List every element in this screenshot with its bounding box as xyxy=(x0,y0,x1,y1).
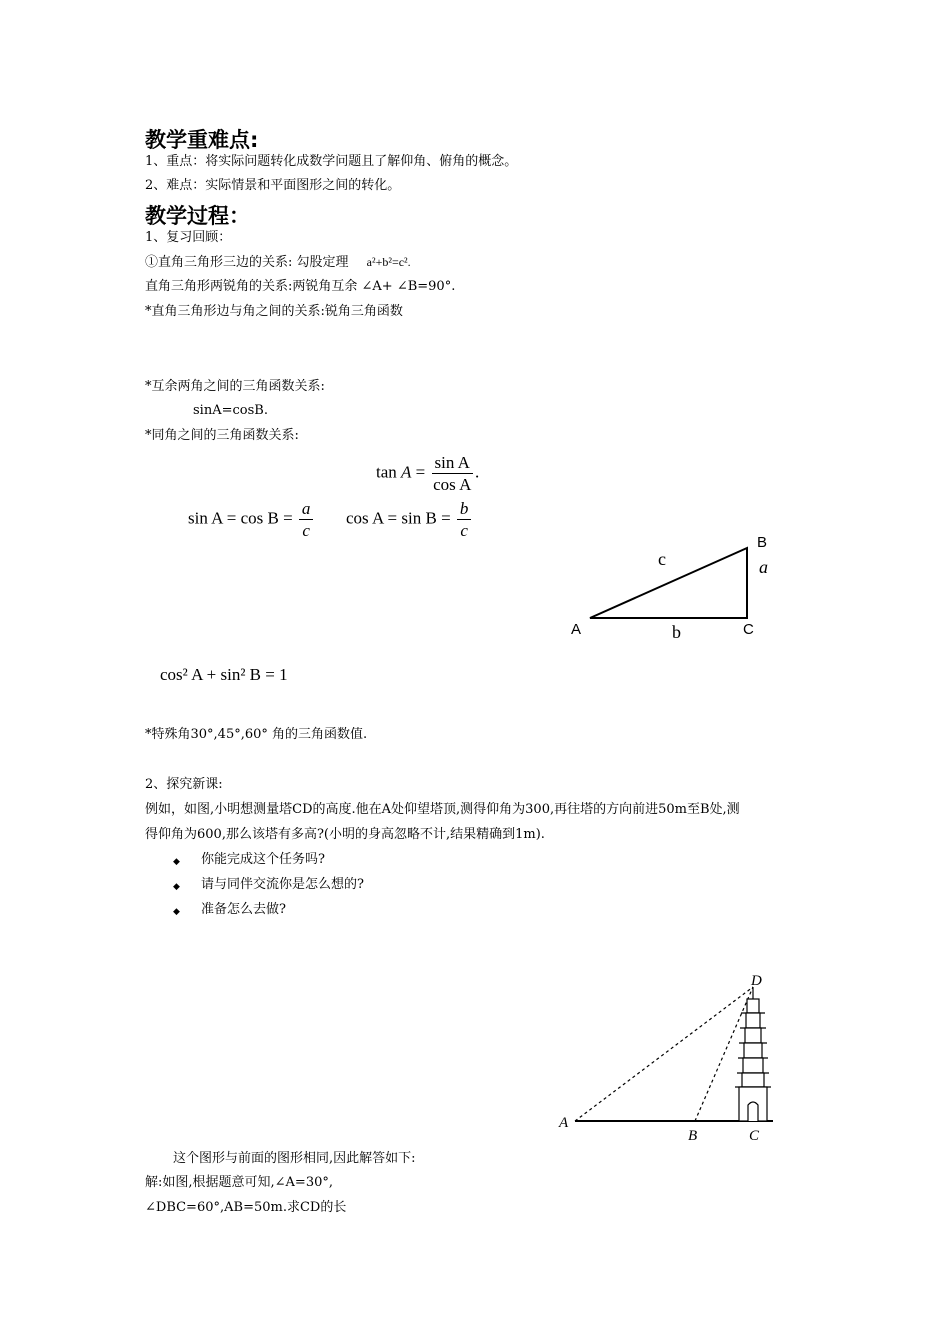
tower-label-c: C xyxy=(749,1128,760,1144)
triangle-label-a-vertex: A xyxy=(571,621,582,638)
fraction-c2: c xyxy=(460,521,468,540)
difficulty-item-2: 2、难点：实际情景和平面图形之间的转化。 xyxy=(145,178,401,193)
triangle-shape xyxy=(590,548,747,618)
bullet-item: ◆ 准备怎么去做? xyxy=(173,902,286,918)
tan-formula: tan A = $\frac{\text{sin A}}{\text{cos A}}$ . xyxy=(376,453,480,494)
complementary-line: *互余两角之间的三角函数关系: xyxy=(145,379,325,394)
pythagorean-identity: cos² A + sin² B = 1 xyxy=(160,665,288,684)
pagoda-icon xyxy=(735,987,771,1121)
tower-label-a: A xyxy=(559,1115,569,1131)
special-angles-line: *特殊角30°,45°,60° 角的三角函数值. xyxy=(145,727,368,742)
difficulty-heading: 教学重难点: xyxy=(145,128,259,152)
cos-sin-formula xyxy=(346,498,473,541)
bullet-item: ◆ 你能完成这个任务吗? xyxy=(173,852,325,868)
triangle-label-b-vertex: B xyxy=(757,534,768,551)
bullet-item: ◆ 请与同伴交流你是怎么想的? xyxy=(173,877,364,893)
a-over-c xyxy=(299,498,314,541)
difficulty-item-1: 1、重点：将实际问题转化成数学问题且了解仰角、俯角的概念。 xyxy=(145,154,518,169)
b-over-c xyxy=(457,498,472,541)
tan-variable: A xyxy=(401,462,412,482)
triangle-label-c-vertex: C xyxy=(743,621,754,638)
acute-angles-line: 直角三角形两锐角的关系:两锐角互余 ∠A+ ∠B=90°. xyxy=(145,279,456,294)
diamond-bullet-icon: ◆ xyxy=(173,857,180,867)
same-angle-line: *同角之间的三角函数关系: xyxy=(145,428,299,443)
pythagorean-line xyxy=(145,254,411,271)
triangle-side-c: c xyxy=(658,549,666,569)
fraction-a: a xyxy=(299,498,314,520)
fraction-c: c xyxy=(302,521,310,540)
tower-diagram xyxy=(555,965,785,1150)
diamond-bullet-icon: ◆ xyxy=(173,907,180,917)
diamond-bullet-icon: ◆ xyxy=(173,882,180,892)
cos-sin-lhs: cos A = sin B = xyxy=(346,508,451,528)
sightline-a xyxy=(575,987,753,1121)
example-line-1: 例如，如图,小明想测量塔CD的高度.他在A处仰望塔顶,测得仰角为300,再往塔的方向前进50m至B处,测 xyxy=(145,802,740,817)
pythagorean-formula: a²+b²=c². xyxy=(366,255,411,269)
example-line-2: 得仰角为600,那么该塔有多高?(小明的身高忽略不计,结果精确到1m). xyxy=(145,827,545,842)
fraction-b: b xyxy=(457,498,472,520)
tan-numerator: sin A xyxy=(432,452,473,474)
tan-lhs: tan xyxy=(376,462,397,482)
process-heading: 教学过程： xyxy=(145,204,250,228)
pythagorean-prefix: ①直角三角形三边的关系: 勾股定理 xyxy=(145,255,349,270)
sin-cos-lhs: sin A = cos B = xyxy=(188,508,293,528)
right-triangle-diagram xyxy=(560,525,790,650)
explore-heading: 2、探究新课: xyxy=(145,777,223,792)
sides-angles-line: *直角三角形边与角之间的关系:锐角三角函数 xyxy=(145,304,403,319)
sin-cos-formula xyxy=(188,498,315,541)
tower-label-b: B xyxy=(688,1128,698,1144)
conclusion-line-3: ∠DBC=60°,AB=50m.求CD的长 xyxy=(145,1200,347,1215)
tan-denominator: cos A xyxy=(433,475,472,494)
sin-cos-relation: sinA=cosB. xyxy=(193,403,268,418)
tan-fraction xyxy=(432,452,473,495)
triangle-side-b: b xyxy=(672,622,681,642)
conclusion-line-2: 解:如图,根据题意可知,∠A=30°, xyxy=(145,1175,333,1190)
triangle-side-a: a xyxy=(759,557,768,577)
tower-label-d: D xyxy=(751,973,762,989)
review-heading: 1、复习回顾： xyxy=(145,230,232,245)
conclusion-line-1: 这个图形与前面的图形相同,因此解答如下: xyxy=(173,1151,416,1166)
